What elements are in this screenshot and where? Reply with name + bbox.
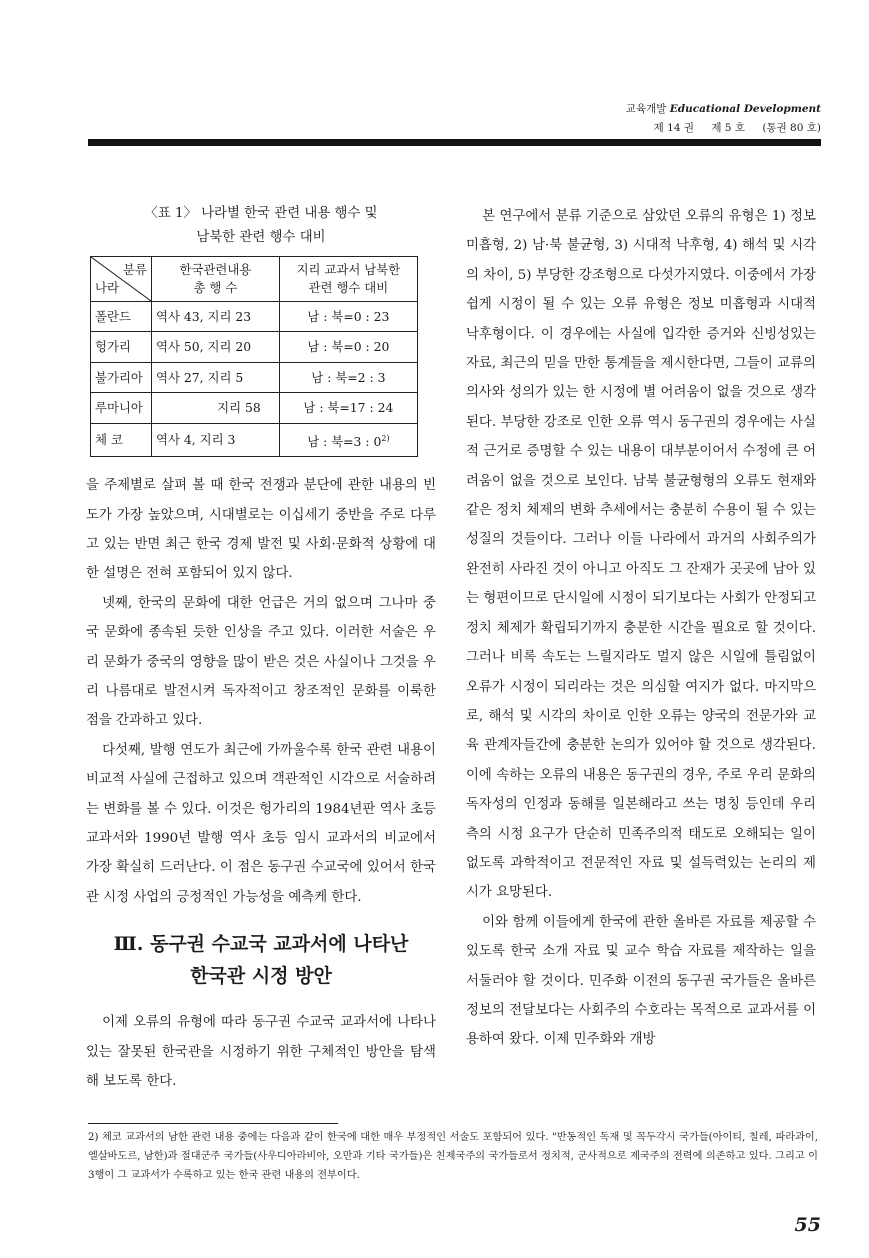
journal-title [626,100,821,119]
country-cell: 체 코 [91,423,152,457]
table-row [91,332,418,362]
journal-title-en: Educational Development [669,103,821,115]
journal-title-ko: 교육개발 [625,103,667,115]
page-number: 55 [794,1214,821,1236]
section-title-line1: 동구권 수교국 교과서에 나타난 [149,933,409,956]
issue-info [626,119,821,138]
section-numeral: Ⅲ. [113,933,144,956]
right-column [466,202,816,1055]
header-ratio-2: 관련 행수 대비 [308,280,389,295]
lines-cell: 역사 43, 지리 23 [152,302,280,332]
journal-header [626,100,821,138]
table-caption [86,202,436,250]
country-cell: 헝가리 [91,332,152,362]
table-row [91,423,418,457]
header-total-lines [152,257,280,302]
header-total-lines-2: 총 행 수 [193,280,238,295]
table-caption-line2: 남북한 관련 행수 대비 [196,230,326,245]
diagonal-header-cell [91,257,152,302]
header-ratio [279,257,417,302]
paragraph: 넷째, 한국의 문화에 대한 언급은 거의 없으며 그나마 중국 문화에 종속된 듯한 인상을 주고 있다. 이러한 서술은 우리 문화가 중국의 영향을 많이 받은 것은 사실이나 그것을 우리 나름대로 발전시켜 독자적이고 창조적인 문화를 이룩한 점을 간과하고 있다. [86,595,436,729]
lines-cell: 지리 58 [152,393,280,423]
ratio-cell: 남 : 북=0 : 20 [279,332,417,362]
ratio-cell [279,423,417,457]
header-country: 나라 [95,280,119,295]
paragraph: 본 연구에서 분류 기준으로 삼았던 오류의 유형은 1) 정보 미흡형, 2) 남·북 불균형, 3) 시대적 낙후형, 4) 해석 및 시각의 차이, 5) 부당한 강조형으로 다섯가지였다. 이중에서 가장 쉽게 시정이 될 수 있는 오류 유형은 정보 미흡형과 시대적 낙후형이다. 이 경우에는 사실에 입각한 증거와 신빙성있는 자료, 최근의 믿을 만한 통계들을 제시한다면, 그들이 교류의 의사와 성의가 있는 한 시정에 별 어려움이 없을 것으로 생각된다. 부당한 강조로 인한 오류 역시 동구권의 경우에는 사실적 근거로 증명할 수 있는 내용이 대부분이어서 수정에 큰 어려움이 없을 것으로 보인다. 남북 불균형형의 오류도 현재와 같은 정치 체제의 변화 추세에서는 충분히 수용이 될 수 있는 성질의 것들이다. 그러나 이들 나라에서 과거의 사회주의가 완전히 사라진 것이 아니고 아직도 그 잔재가 곳곳에 남아 있는 형편이므로 단시일에 시정이 되기보다는 사회가 안정되고 정치 체제가 확립되기까지 충분한 시간을 필요로 할 것이다. 그러나 비록 속도는 느릴지라도 멀지 않은 시일에 틀림없이 오류가 시정이 되리라는 것은 의심할 여지가 없다. 마지막으로, 해석 및 시각의 차이로 인한 오류는 양국의 전문가와 교육 관계자들간에 충분한 논의가 있어야 할 것으로 생각된다. 이에 속하는 오류의 내용은 동구권의 경우, 주로 우리 문화의 독자성의 인정과 동해를 일본해라고 쓰는 명칭 등인데 우리 측의 시정 요구가 단순히 민족주의적 태도로 오해되는 일이 없도록 과학적이고 전문적인 자료 및 설득력있는 논리의 제시가 요망된다. [466,209,816,901]
ratio-value: 남 : 북=3 : 0 [307,433,382,449]
table-row [91,302,418,332]
section-title-line2: 한국관 시정 방안 [190,965,332,988]
paragraph: 이와 함께 이들에게 한국에 관한 올바른 자료를 제공할 수 있도록 한국 소개 자료 및 교수 학습 자료를 제작하는 일을 서둘러야 할 것이다. 민주화 이전의 동구권 국가들은 올바른 정보의 전달보다는 사회주의 수호라는 목적으로 교과서를 이용하여 왔다. 이제 민주화와 개방 [466,914,816,1048]
issue-number: 제 5 호 [711,122,745,134]
paragraph: 을 주제별로 살펴 볼 때 한국 전쟁과 분단에 관한 내용의 빈도가 가장 높았으며, 시대별로는 이십세기 중반을 주로 다루고 있는 반면 최근 한국 경제 발전 및 사회·문화적 상황에 대한 설명은 전혀 포함되어 있지 않다. [86,478,436,582]
country-cell: 폴란드 [91,302,152,332]
table-row [91,393,418,423]
ratio-cell: 남 : 북=17 : 24 [279,393,417,423]
footnote-ref: 2) [381,433,390,443]
total-issue: (통권 80 호) [762,122,821,134]
lines-cell: 역사 27, 지리 5 [152,362,280,392]
footnote-rule [88,1123,338,1124]
header-category: 분류 [123,262,147,277]
lines-cell: 역사 50, 지리 20 [152,332,280,362]
lines-cell: 역사 4, 지리 3 [152,423,280,457]
country-cell: 불가리아 [91,362,152,392]
header-total-lines-1: 한국관련내용 [179,262,252,277]
volume: 제 14 권 [653,122,694,134]
table-caption-line1: 〈표 1〉 나라별 한국 관련 내용 행수 및 [144,206,378,221]
footnote: 2) 체코 교과서의 남한 관련 내용 중에는 다음과 같이 한국에 대한 매우 부정적인 서술도 포함되어 있다. "반동적인 독재 및 꼭두각시 국가들(아이티, 칠레, 파라과이, 엘살바도르, 남한)과 절대군주 국가들(사우디아라비아, 오만과 기타 국가들)은 친제국주의 국가들로서 정치적, 군사적으로 제국주의 전력에 의존하고 있다. 그리고 이 3행이 그 교과서가 수록하고 있는 한국 관련 내용의 전부이다. [88,1132,818,1181]
section-title [86,928,436,992]
header-rule [88,139,821,146]
paragraph: 이제 오류의 유형에 따라 동구권 수교국 교과서에 나타나 있는 잘못된 한국관을 시정하기 위한 구체적인 방안을 탐색해 보도록 한다. [86,1015,436,1090]
country-cell: 루마니아 [91,393,152,423]
header-ratio-1: 지리 교과서 남북한 [296,262,401,277]
ratio-cell: 남 : 북=0 : 23 [279,302,417,332]
ratio-cell: 남 : 북=2 : 3 [279,362,417,392]
paragraph: 다섯째, 발행 연도가 최근에 가까울수록 한국 관련 내용이 비교적 사실에 근접하고 있으며 객관적인 시각으로 서술하려는 변화를 볼 수 있다. 이것은 헝가리의 1984년판 역사 초등 교과서와 1990년 발행 역사 초등 임시 교과서의 비교에서 가장 확실히 드러난다. 이 점은 동구권 수교국에 있어서 한국관 시정 사업의 긍정적인 가능성을 예측케 한다. [86,742,436,905]
table-header-row [91,257,418,302]
table-row [91,362,418,392]
left-column [86,202,436,1096]
country-table [90,256,418,457]
